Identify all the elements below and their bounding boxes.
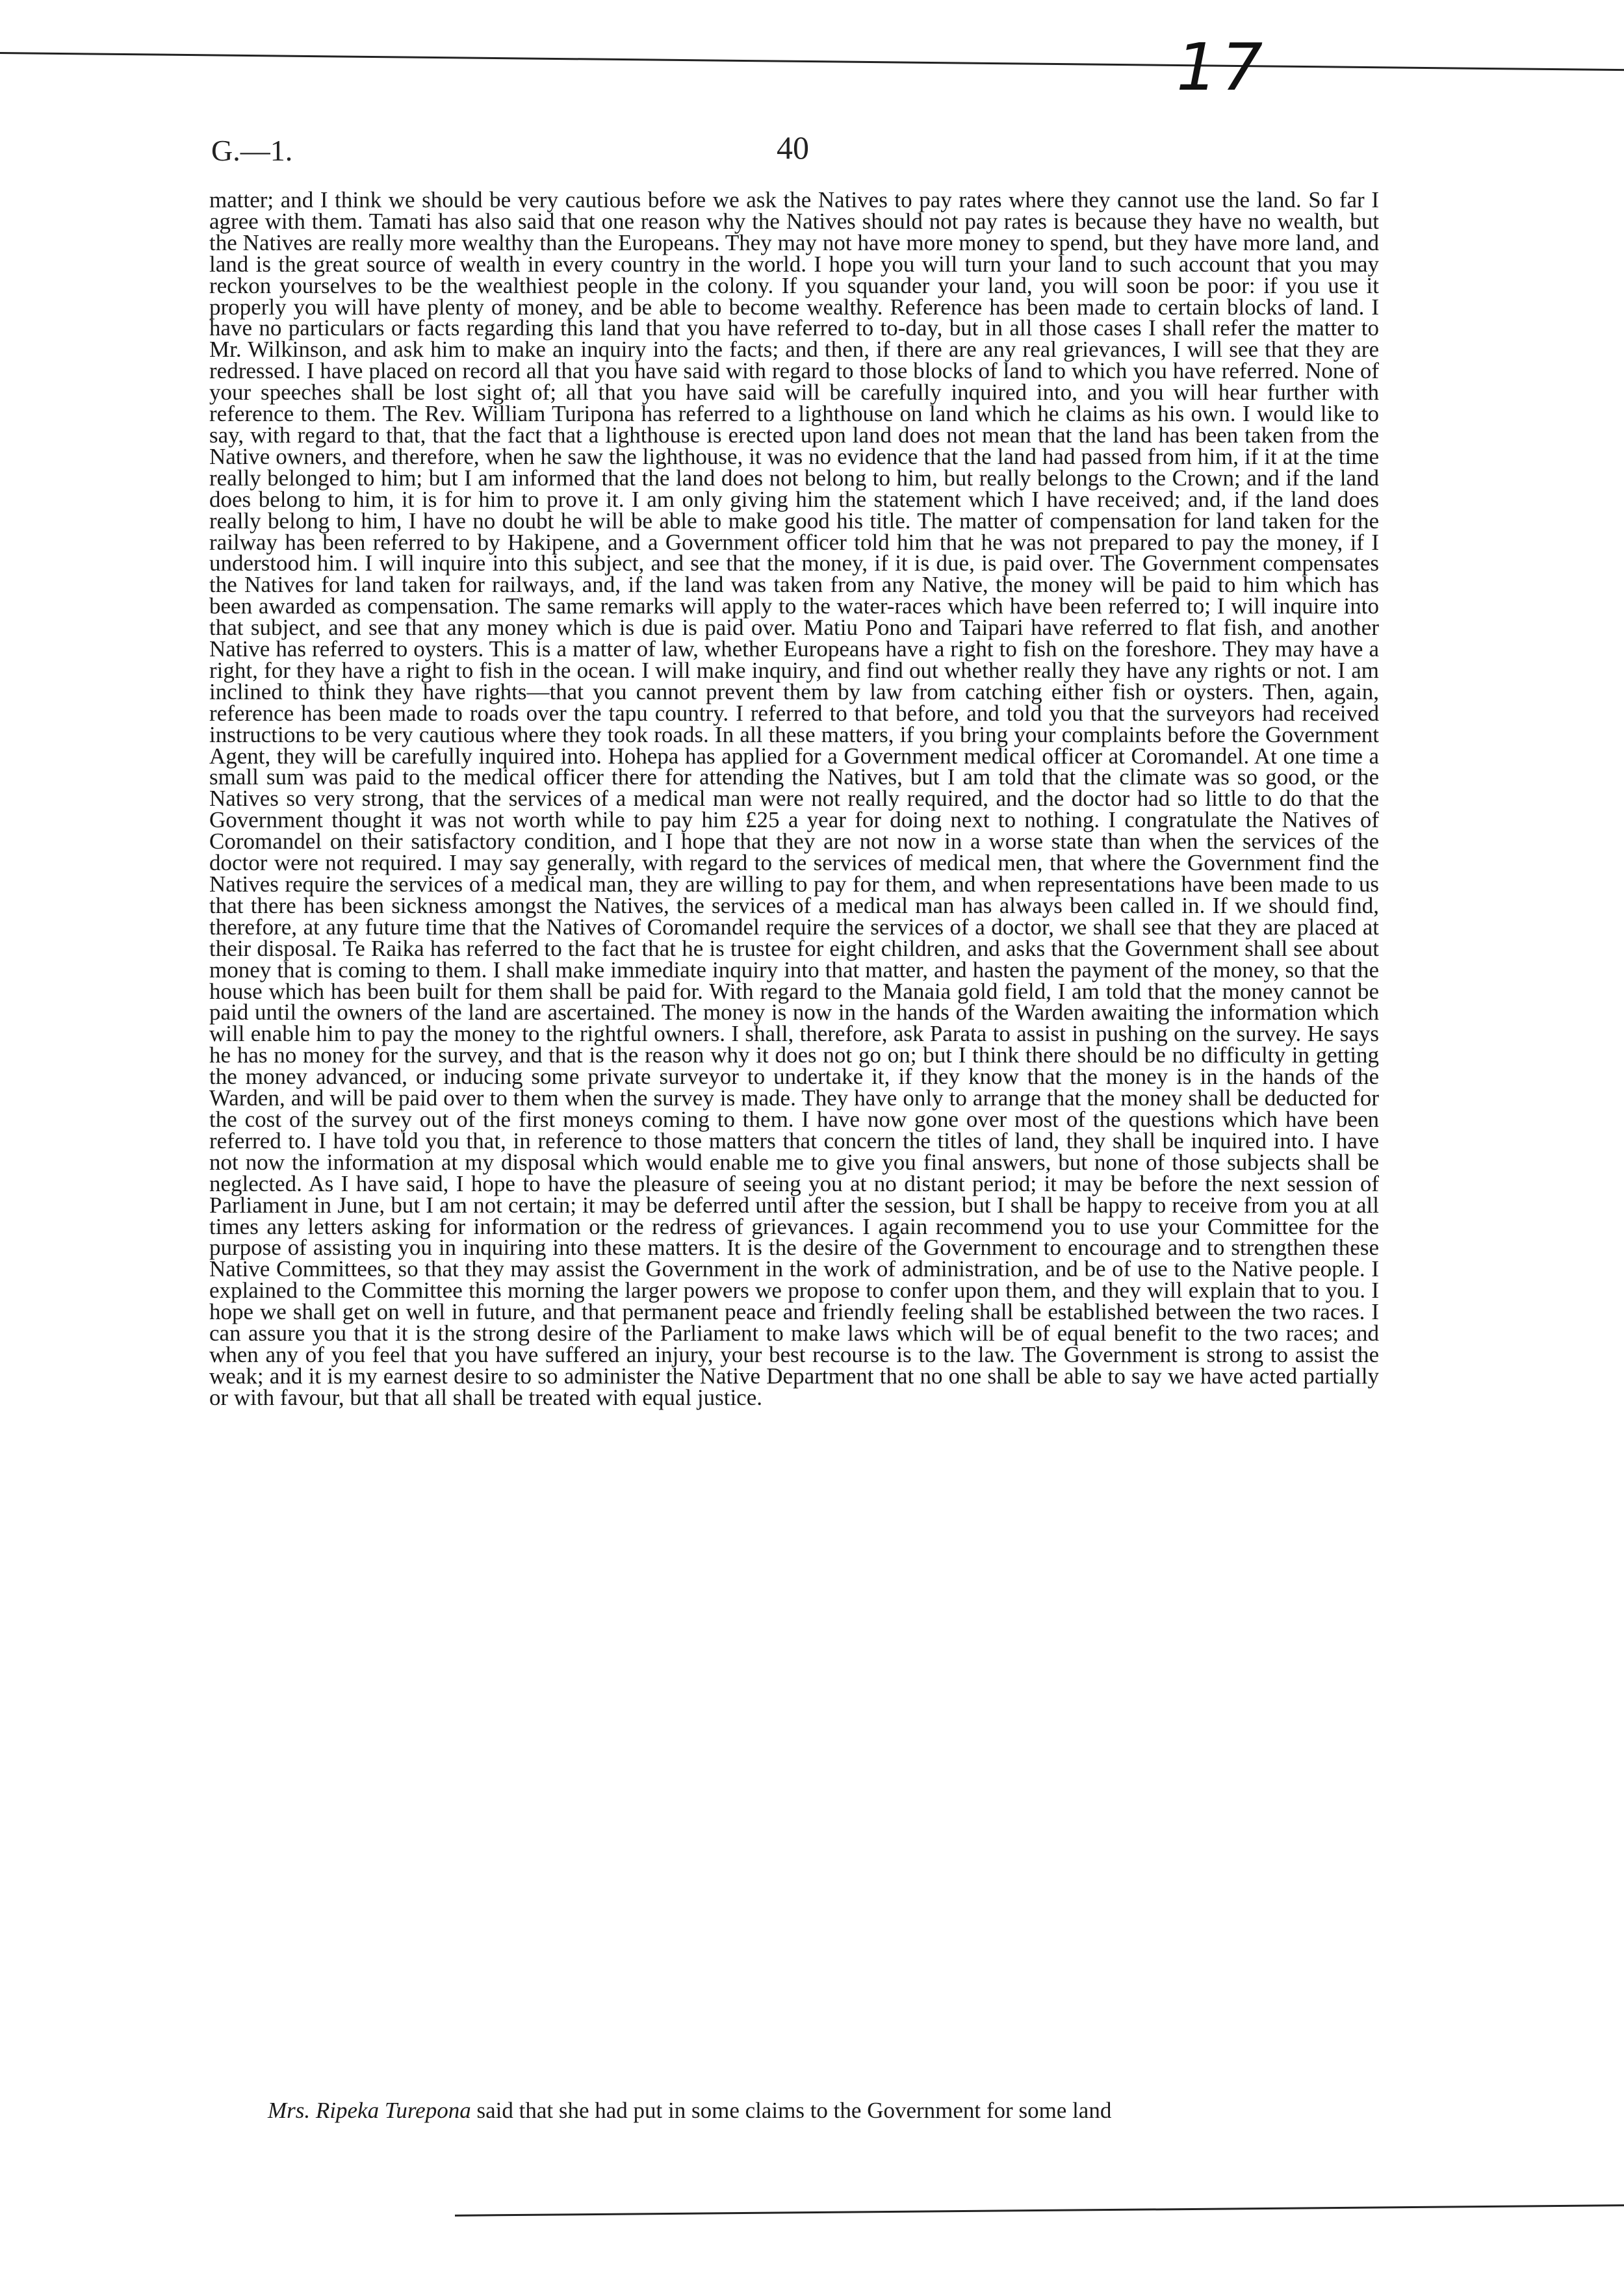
closing-paragraph-text: said that she had put in some claims to the Government for some land [470,2098,1112,2123]
body-text [209,190,1379,2122]
closing-paragraph [209,2100,1379,2122]
folio-number: 17 [1176,29,1267,105]
page-number: 40 [777,129,809,166]
scan-border-top [0,0,1624,71]
main-paragraph: matter; and I think we should be very cautious before we ask the Natives to pay rates where they cannot use the land. So far I agree with them. Tamati has also said that one reason why the Natives should not pay rates is because they have no wealth, but the Natives are really more wealthy than the Europeans. They may not have more money to spend, but they have more land, and land is the great source of wealth in every country in the world. I hope you will turn your land to such account that you may reckon yourselves to be the wealthiest people in the colony. If you squander your land, you will soon be poor: if you use it properly you will have plenty of money, and be able to become wealthy. Reference has been made to certain blocks of land. I have no particulars or facts regarding this land that you have referred to to-day, but in all those cases I shall refer the matter to Mr. Wilkinson, and ask him to make an inquiry into the facts; and then, if there are any real grievances, I will see that they are redressed. I have placed on record all that you have said with regard to those blocks of land to which you have referred. None of your speeches shall be lost sight of; all that you have said will be carefully inquired into, and you will hear further with reference to them. The Rev. William Turipona has referred to a lighthouse on land which he claims as his own. I would like to say, with regard to that, that the fact that a lighthouse is erected upon land does not mean that the land has been taken from the Native owners, and therefore, when he saw the lighthouse, it was no evidence that the land had passed from him, if it at the time really belonged to him; but I am informed that the land does not belong to him, but really belongs to the Crown; and if the land does belong to him, it is for him to prove it. I am only giving him the statement which I have received; and, if the land does really belong to him, I have no doubt he will be able to make good his title. The matter of compensation for land taken for the railway has been referred to by Hakipene, and a Government officer told him that he was not prepared to pay the money, if I understood him. I will inquire into this subject, and see that the money, if it is due, is paid over. The Government compensates the Natives for land taken for railways, and, if the land was taken from any Native, the money will be paid to him which has been awarded as compensation. The same remarks will apply to the water-races which have been referred to; I will inquire into that subject, and see that any money which is due is paid over. Matiu Pono and Taipari have referred to flat fish, and another Native has referred to oysters. This is a matter of law, whether Europeans have a right to fish on the foreshore. They may have a right, for they have a right to fish in the ocean. I will make inquiry, and find out whether really they have any rights or not. I am inclined to think they have rights—that you cannot prevent them by law from catching either fish or oysters. Then, again, reference has been made to roads over the tapu country. I referred to that before, and told you that the surveyors had received instructions to be very cautious where they took roads. In all these matters, if you bring your complaints before the Government Agent, they will be carefully inquired into. Hohepa has applied for a Government medical officer at Coromandel. At one time a small sum was paid to the medical officer there for attending the Natives, but I am told that the climate was so good, or the Natives so very strong, that the services of a medical man were not really required, and the doctor had so little to do that the Government thought it was not worth while to pay him £25 a year for doing next to nothing. I congratulate the Natives of Coromandel on their satisfactory condition, and I hope that they are not now in a worse state than when the services of the doctor were not required. I may say generally, with regard to the services of medical men, that where the Government find the Natives require the services of a medical man, they are willing to pay for them, and when representations have been made to us that there has been sickness amongst the Natives, the services of a medical man has always been called in. If we should find, therefore, at any future time that the Natives of Coromandel require the services of a doctor, we shall see that they are placed at their disposal. Te Raika has referred to the fact that he is trustee for eight children, and asks that the Government shall see about money that is coming to them. I shall make immediate inquiry into that matter, and hasten the payment of the money, so that the house which has been built for them shall be paid for. With regard to the Manaia gold field, I am told that the money cannot be paid until the owners of the land are ascertained. The money is now in the hands of the Warden awaiting the information which will enable him to pay the money to the rightful owners. I shall, therefore, ask Parata to assist in pushing on the survey. He says he has no money for the survey, and that is the reason why it does not go on; but I think there should be no difficulty in getting the money advanced, or inducing some private surveyor to undertake it, if they know that the money is in the hands of the Warden, and will be paid over to them when the survey is made. They have only to arrange that the money shall be deducted for the cost of the survey out of the first moneys coming to them. I have now gone over most of the questions which have been referred to. I have told you that, in reference to those matters that concern the titles of land, they shall be inquired into. I have not now the information at my disposal which would enable me to give you final answers, but none of those subjects shall be neglected. As I have said, I hope to have the pleasure of seeing you at no distant period; it may be before the next session of Parliament in June, but I am not certain; it may be deferred until after the session, but I shall be happy to receive from you at all times any letters asking for information or the redress of grievances. I again recommend you to use your Committee for the purpose of assisting you in inquiring into these matters. It is the desire of the Government to encourage and to strengthen these Native Committees, so that they may assist the Government in the work of administration, and be of use to the Native people. I explained to the Committee this morning the larger powers we propose to confer upon them, and they will explain that to you. I hope we shall get on well in future, and that permanent peace and friendly feeling shall be established between the two races. I can assure you that it is the strong desire of the Parliament to make laws which will be of equal benefit to the two races; and when any of you feel that you have suffered an injury, your best recourse is to the law. The Government is strong to assist the weak; and it is my earnest desire to so administer the Native Department that no one shall be able to say we have acted partially or with favour, but that all shall be treated with equal justice. [209,190,1379,1410]
scan-border-bottom [455,2204,1624,2243]
speaker-name: Mrs. Ripeka Turepona [268,2098,471,2123]
series-code: G.—1. [211,134,293,167]
